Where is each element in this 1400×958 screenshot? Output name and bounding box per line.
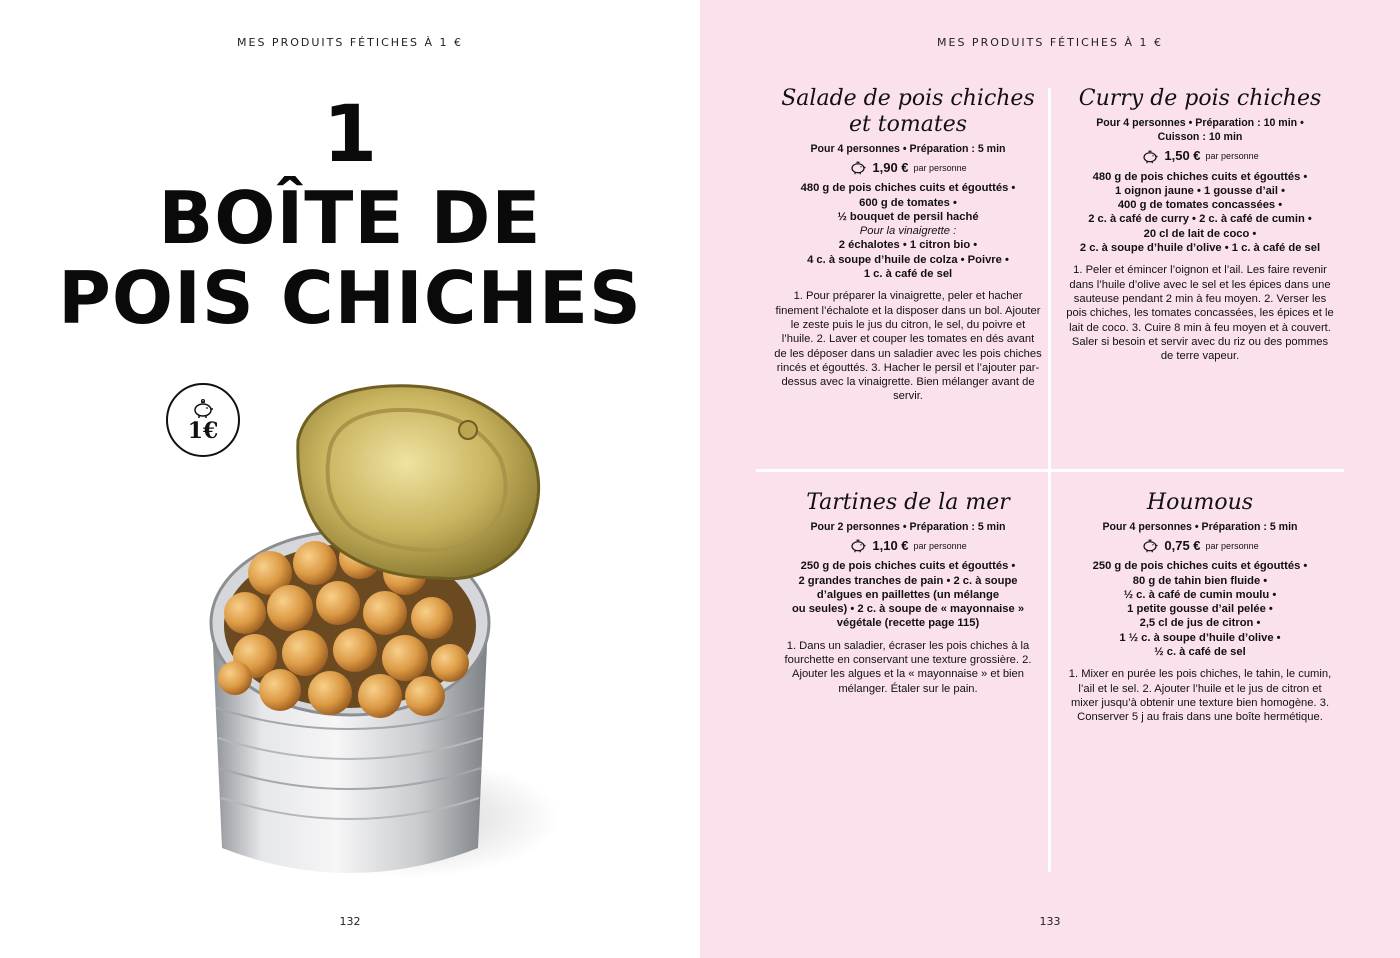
- ingredients: [1066, 559, 1334, 659]
- recipe-salade: [774, 86, 1042, 404]
- cost-unit: par personne: [913, 162, 967, 173]
- page-number: 132: [339, 915, 361, 928]
- recipe-houmous: [1066, 490, 1334, 725]
- ingredient-line: 2 c. à café de curry • 2 c. à café de cumin •: [1088, 213, 1312, 226]
- ingredient-line: 480 g de pois chiches cuits et égouttés •: [1092, 170, 1308, 183]
- divider-horizontal: [756, 469, 1344, 472]
- recipe-steps: 1. Mixer en purée les pois chiches, le tahin, le cumin, l’ail et le sel. 2. Ajouter l’huile et le jus de citron et mixer jusqu’à obtenir une texture bien homogène. 3. Conserver 5 j au frais dans une boîte hermétique.: [1068, 668, 1332, 724]
- ingredient-line: 400 g de tomates concassées •: [1117, 199, 1283, 212]
- recipe-cost: [774, 160, 1042, 175]
- ingredient-line: ½ c. à café de cumin moulu •: [1123, 588, 1277, 601]
- ingredient-line: 480 g de pois chiches cuits et égouttés •: [800, 182, 1016, 195]
- divider-vertical: [1048, 88, 1051, 872]
- ingredient-line: 1 ½ c. à soupe d’huile d’olive •: [1119, 631, 1281, 644]
- recipe-title: Houmous: [1146, 490, 1254, 515]
- cost-value: 1,50 €: [1164, 147, 1201, 163]
- ingredient-line: 1 petite gousse d’ail pelée •: [1127, 603, 1273, 616]
- recipe-meta: Pour 4 personnes • Préparation : 5 min: [1102, 521, 1298, 533]
- ingredient-line: ou seules) • 2 c. à soupe de « mayonnaise »: [791, 603, 1025, 616]
- cost-unit: par personne: [913, 540, 967, 551]
- title-line-1: BOÎTE DE: [158, 176, 542, 260]
- ingredient-line: ½ c. à café de sel: [1154, 646, 1246, 659]
- recipe-title-line: Salade de pois chiches: [781, 86, 1035, 111]
- running-head: MES PRODUITS FÉTICHES À 1 €: [937, 36, 1163, 49]
- recipe-steps: 1. Dans un saladier, écraser les pois chiches à la fourchette en conservant une texture grossière. 2. Ajouter les algues et la « mayonnaise » et bien mélanger. Étaler sur le pain.: [784, 639, 1032, 695]
- ingredient-line: 80 g de tahin bien fluide •: [1132, 574, 1268, 587]
- recipe-title: Tartines de la mer: [806, 490, 1010, 515]
- running-head: MES PRODUITS FÉTICHES À 1 €: [237, 36, 463, 49]
- page-number: 133: [1039, 915, 1061, 928]
- piggy-bank-icon: [1141, 149, 1159, 164]
- cost-value: 0,75 €: [1164, 537, 1201, 553]
- recipe-meta: Pour 4 personnes • Préparation : 5 min: [810, 143, 1006, 155]
- piggy-bank-icon: [849, 538, 867, 553]
- ingredient-line: végétale (recette page 115): [836, 617, 980, 630]
- ingredient-line: 2 échalotes • 1 citron bio •: [838, 239, 978, 252]
- chapter-title: [0, 92, 700, 338]
- recipe-steps: 1. Peler et émincer l’oignon et l’ail. Les faire revenir dans l’huile d’olive avec le sel et les épices dans une sauteuse pendant 2 min à feu moyen. 2. Verser les pois chiches, les tomates concassées, les épices et le lait de coco. 3. Cuire 8 min à feu moyen et à couvert. Saler si besoin et servir avec du riz ou des pommes de terre vapeur.: [1066, 264, 1334, 363]
- ingredients: [774, 181, 1042, 281]
- recipe-title: Curry de pois chiches: [1078, 86, 1322, 111]
- cost-value: 1,90 €: [872, 159, 909, 175]
- ingredient-line: 1 oignon jaune • 1 gousse d’ail •: [1114, 184, 1286, 197]
- ingredient-line: 600 g de tomates •: [859, 196, 957, 209]
- title-line-2: POIS CHICHES: [58, 256, 642, 340]
- recipe-meta-line: Cuisson : 10 min: [1157, 131, 1243, 144]
- ingredient-line: 250 g de pois chiches cuits et égouttés •: [1092, 560, 1308, 573]
- piggy-bank-icon: [849, 160, 867, 175]
- recipe-cost: [1066, 538, 1334, 553]
- cost-value: 1,10 €: [872, 537, 909, 553]
- recipe-meta: Pour 2 personnes • Préparation : 5 min: [810, 521, 1006, 533]
- ingredient-line: 250 g de pois chiches cuits et égouttés •: [800, 560, 1016, 573]
- ingredient-line: d’algues en paillettes (un mélange: [816, 588, 1000, 601]
- recipe-cost: [774, 538, 1042, 553]
- ingredient-line: 1 c. à café de sel: [863, 268, 953, 281]
- cost-unit: par personne: [1205, 540, 1259, 551]
- recipe-meta-line: Pour 4 personnes • Préparation : 10 min •: [1096, 117, 1304, 129]
- piggy-bank-icon: [1141, 538, 1159, 553]
- recipe-title-line: et tomates: [848, 112, 968, 137]
- recipe-steps: 1. Pour préparer la vinaigrette, peler et hacher finement l’échalote et la disposer dans un bol. Ajouter le zeste puis le jus du citron, le sel, du poivre et l’huile. 2. Laver et couper les tomates en dés avant de les déposer dans un saladier avec les pois chiches rincés et égouttés. 3. Hacher le persil et l’ajouter par-dessus avec la vinaigrette. Bien mélanger avant de servir.: [774, 290, 1042, 403]
- ingredient-line: 2,5 cl de jus de citron •: [1139, 617, 1261, 630]
- badge-amount: 1€: [187, 418, 219, 444]
- ingredients: [1066, 170, 1334, 256]
- ingredient-line: ½ bouquet de persil haché: [837, 210, 979, 223]
- recipe-meta: [1066, 116, 1334, 145]
- recipe-title: [774, 86, 1042, 138]
- ingredient-line: 2 c. à soupe d’huile d’olive • 1 c. à café de sel: [1079, 242, 1321, 255]
- ingredient-subheading: Pour la vinaigrette :: [859, 225, 957, 238]
- recipe-tartines: [774, 490, 1042, 696]
- cost-unit: par personne: [1205, 150, 1259, 161]
- chickpea-can-illustration: [200, 378, 560, 898]
- title-number: 1: [322, 90, 378, 180]
- ingredient-line: 2 grandes tranches de pain • 2 c. à soupe: [798, 574, 1018, 587]
- recipe-cost: [1066, 149, 1334, 164]
- ingredient-line: 4 c. à soupe d’huile de colza • Poivre •: [807, 253, 1009, 266]
- recipe-curry: [1066, 86, 1334, 363]
- ingredient-line: 20 cl de lait de coco •: [1143, 227, 1257, 240]
- right-page: [700, 0, 1400, 958]
- ingredients: [774, 559, 1042, 630]
